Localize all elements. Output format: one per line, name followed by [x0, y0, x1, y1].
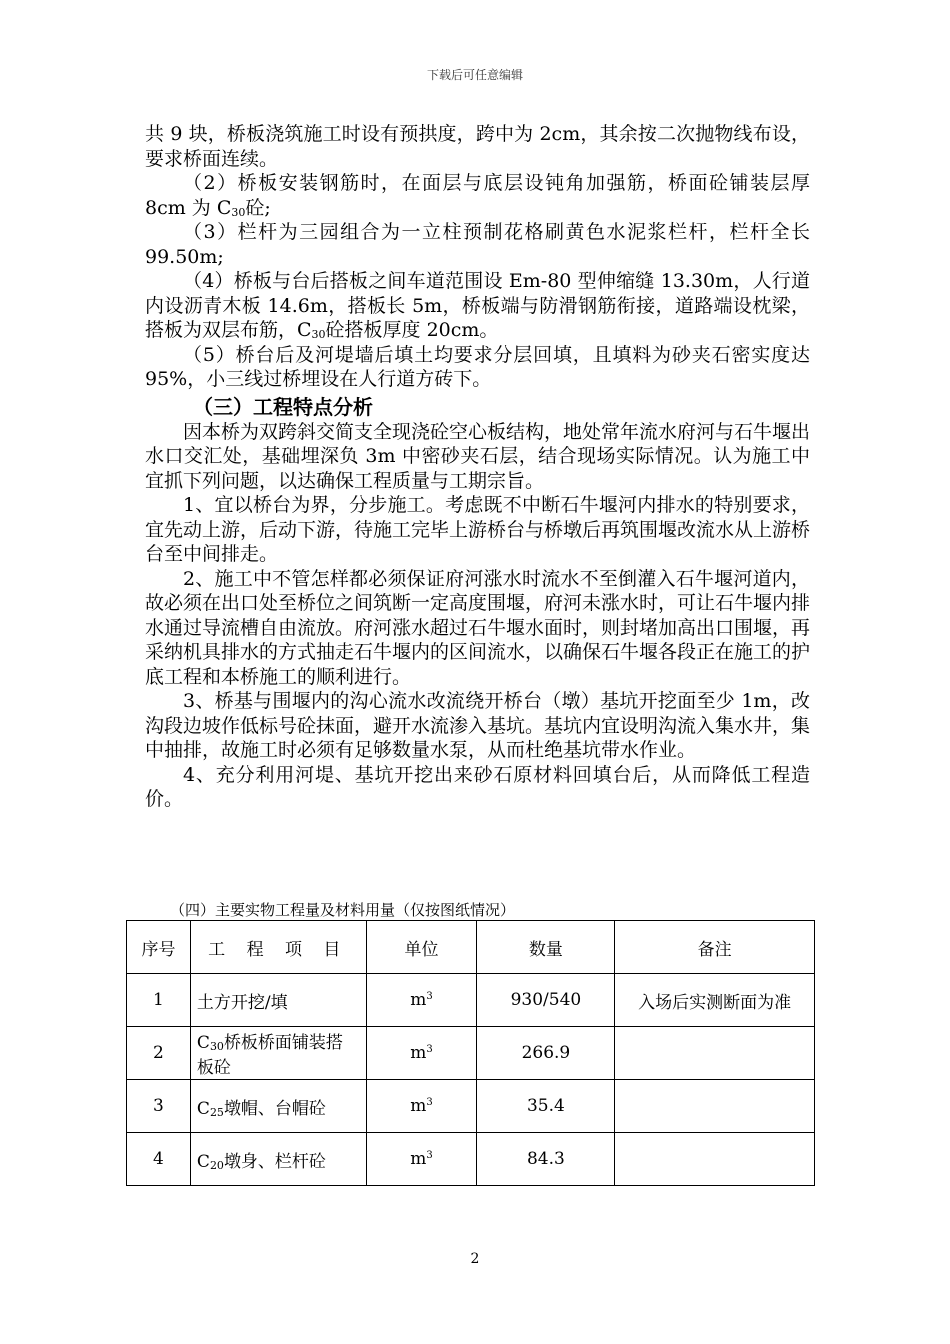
- paragraph-2: （2）桥板安装钢筋时，在面层与底层设钝角加强筋，桥面砼铺装层厚 8cm 为 $C_{30}$砼;: [145, 172, 810, 219]
- table-row: [127, 1027, 815, 1080]
- paragraph-4: （4）桥板与台后搭板之间车道范围设 Em-80 型伸缩缝 13.30m，人行道内设沥青木板 14.6m，搭板长 5m，桥板端与防滑钢筋衔接，道路端设枕梁，搭板为双层布筋，$C_{30}$砼搭板厚度 20cm。: [145, 270, 810, 341]
- table-row: [127, 1080, 815, 1133]
- table-header-row: [127, 921, 815, 974]
- cell-unit: $m^3$: [366, 1027, 477, 1080]
- table-row: [127, 974, 815, 1027]
- cell-qty: 84.3: [477, 1133, 615, 1186]
- table-row: [127, 1133, 815, 1186]
- paragraph-8: 2、施工中不管怎样都必须保证府河涨水时流水不至倒灌入石牛堰河道内，故必须在出口处至桥位之间筑断一定高度围堰，府河未涨水时，可让石牛堰内排水通过导流槽自由流放。府河涨水超过石牛堰水面时，则封堵加高出口围堰，再采纳机具排水的方式抽走石牛堰内的区间流水，以确保石牛堰各段正在施工的护底工程和本桥施工的顺利进行。: [145, 567, 811, 688]
- cell-unit: $m^3$: [366, 1080, 477, 1133]
- cell-qty: 35.4: [477, 1080, 615, 1133]
- paragraph-5: （5）桥台后及河堤墙后填土均要求分层回填，且填料为砂夹石密实度达 95%，小三线过桥埋设在人行道方砖下。: [145, 343, 810, 390]
- cell-qty: 930/540: [477, 974, 615, 1027]
- cell-qty: 266.9: [477, 1027, 615, 1080]
- cell-item: 土方开挖/填: [190, 974, 366, 1027]
- cell-unit: $m^3$: [366, 1133, 477, 1186]
- header-no: 序号: [127, 921, 191, 974]
- paragraph-6: 因本桥为双跨斜交简支全现浇砼空心板结构，地处常年流水府河与石牛堰出水口交汇处，基础埋深负 3m 中密砂夹石层，结合现场实际情况。认为施工中宜抓下列问题，以达确保工程质量与工期宗旨。: [145, 420, 811, 492]
- paragraph-7: 1、宜以桥台为界，分步施工。考虑既不中断石牛堰河内排水的特别要求，宜先动上游，后动下游，待施工完毕上游桥台与桥墩后再筑围堰改流水从上游桥台至中间排走。: [145, 494, 811, 565]
- cell-no: 2: [127, 1027, 191, 1080]
- header-note: 备注: [615, 921, 815, 974]
- cell-note: [615, 1027, 815, 1080]
- header-unit: 单位: [366, 921, 477, 974]
- cell-item: $C_{30}$桥板桥面铺装搭板砼: [190, 1027, 366, 1080]
- cell-no: 3: [127, 1080, 191, 1133]
- section-heading: （三）工程特点分析: [193, 394, 373, 419]
- table-caption: （四）主要实物工程量及材料用量（仅按图纸情况）: [170, 901, 516, 919]
- cell-item: $C_{25}$墩帽、台帽砼: [190, 1080, 366, 1133]
- page-number: 2: [470, 1251, 480, 1267]
- cell-note: [615, 1080, 815, 1133]
- paragraph-3: （3）栏杆为三园组合为一立柱预制花格刷黄色水泥浆栏杆，栏杆全长 99.50m;: [145, 221, 810, 268]
- document-body: [145, 122, 810, 812]
- cell-unit: $m^3$: [366, 974, 477, 1027]
- cell-no: 1: [127, 974, 191, 1027]
- header-item: 工 程 项 目: [190, 921, 366, 974]
- quantities-table: [126, 920, 815, 1186]
- cell-note: [615, 1133, 815, 1186]
- header-qty: 数量: [477, 921, 615, 974]
- cell-item: $C_{20}$墩身、栏杆砼: [190, 1133, 366, 1186]
- paragraph-1: 共 9 块，桥板浇筑施工时设有预拱度，跨中为 2cm，其余按二次抛物线布设，要求桥面连续。: [145, 123, 810, 170]
- page-header: 下载后可任意编辑: [426, 68, 523, 82]
- cell-note: 入场后实测断面为准: [615, 974, 815, 1027]
- cell-no: 4: [127, 1133, 191, 1186]
- paragraph-10: 4、充分利用河堤、基坑开挖出来砂石原材料回填台后，从而降低工程造价。: [145, 763, 810, 810]
- paragraph-9: 3、桥基与围堰内的沟心流水改流绕开桥台（墩）基坑开挖面至少 1m，改沟段边坡作低标号砼抹面，避开水流渗入基坑。基坑内宜设明沟流入集水井，集中抽排，故施工时必须有足够数量水泵，从而杜绝基坑带水作业。: [145, 690, 811, 761]
